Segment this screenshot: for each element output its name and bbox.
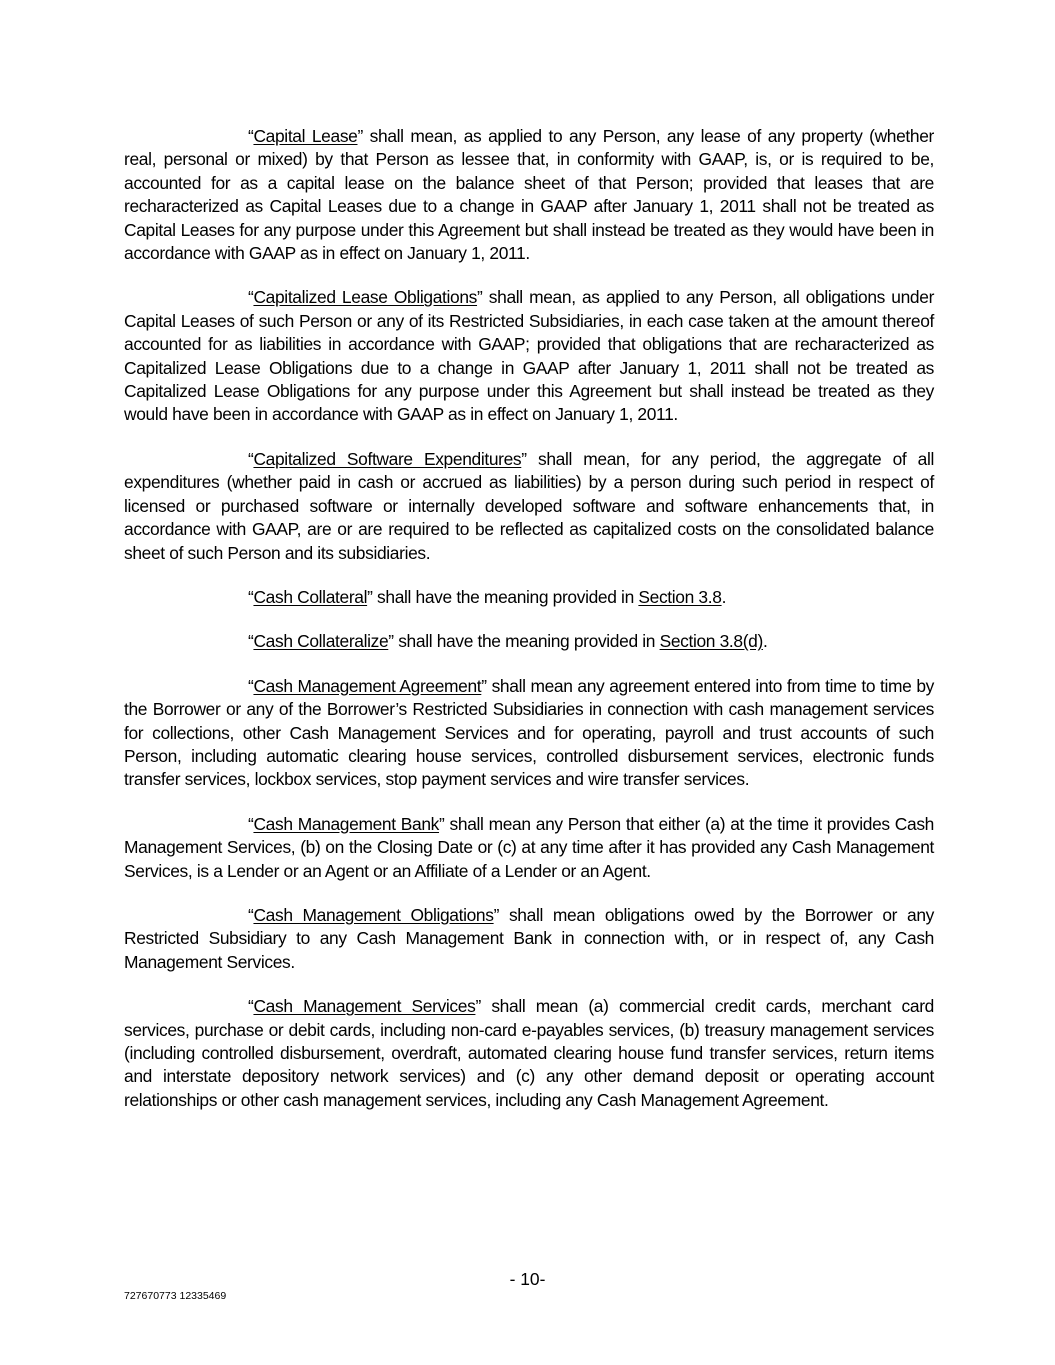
defined-term: Cash Collateralize <box>253 631 389 652</box>
definition-text: shall mean, for any period, the aggregate of all expenditures (whether paid in cash or accrued as liabilities) by a person during such period in respect of licensed or purchased software or internally developed software and software enhancements that, in accordance with GAAP, are or are required to be reflected as capitalized costs on the consolidated balance sheet of such Person and its subsidiaries. <box>124 448 934 563</box>
definition-capital-lease <box>124 125 934 265</box>
defined-term: Cash Collateral <box>253 586 368 607</box>
definition-cash-management-agreement <box>124 675 934 792</box>
defined-term: Cash Management Bank <box>253 813 440 834</box>
definition-text: shall mean obligations owed by the Borrower or any Restricted Subsidiary to any Cash Management Bank in connection with, or in respect of, any Cash Management Services. <box>124 904 934 972</box>
definition-text: shall mean any agreement entered into from time to time by the Borrower or any of the Borrower’s Restricted Subsidiaries in connection with cash management services for collections, other Cash Management Services and for operating, payroll and trust accounts of such Person, including automatic clearing house services, controlled disbursement services, electronic funds transfer services, lockbox services, stop payment services and wire transfer services. <box>124 675 934 790</box>
definition-cash-management-bank <box>124 813 934 883</box>
defined-term: Cash Management Obligations <box>253 904 494 925</box>
open-quote: “ <box>248 904 254 925</box>
open-quote: “ <box>248 631 254 652</box>
definition-cash-management-services <box>124 995 934 1112</box>
open-quote: “ <box>248 287 254 308</box>
open-quote: “ <box>248 448 254 469</box>
defined-term: Cash Management Agreement <box>253 675 482 696</box>
definition-cash-collateralize <box>124 630 934 653</box>
document-id: 727670773 12335469 <box>124 1290 227 1302</box>
definition-text: shall mean, as applied to any Person, any lease of any property (whether real, personal or mixed) by that Person as lessee that, in conformity with GAAP, is, or is required to be, accounted for as a capital lease on the balance sheet of that Person; provided that leases that are recharacterized as Capital Leases due to a change in GAAP after January 1, 2011 shall not be treated as Capital Leases for any purpose under this Agreement but shall instead be treated as they would have been in accordance with GAAP as in effect on January 1, 2011. <box>124 126 934 264</box>
definition-text: shall have the meaning provided in <box>393 631 660 652</box>
definition-text: shall mean (a) commercial credit cards, merchant card services, purchase or debit cards, including non-card e-payables services, (b) treasury management services (including controlled disbursement, overdraft, automated clearing house fund transfer services, return items and interstate depository network services) and (c) any other demand deposit or operating account relationships or other cash management services, including any Cash Management Agreement. <box>124 996 934 1110</box>
definition-capitalized-lease-obligations <box>124 286 934 426</box>
close-quote: ” <box>475 996 481 1017</box>
close-quote: ” <box>388 631 394 652</box>
definition-text: shall mean, as applied to any Person, all obligations under Capital Leases of such Person or any of its Restricted Subsidiaries, in each case taken at the amount thereof accounted for as liabilities in accordance with GAAP; provided that obligations that are recharacterized as Capitalized Lease Obligations due to a change in GAAP after January 1, 2011 shall not be treated as Capitalized Lease Obligations for any purpose under this Agreement but shall instead be treated as they would have been in accordance with GAAP as in effect on January 1, 2011. <box>124 287 935 425</box>
section-reference-link[interactable]: Section 3.8(d) <box>659 631 763 652</box>
definition-tail: . <box>721 586 727 607</box>
defined-term: Cash Management Services <box>253 996 476 1017</box>
open-quote: “ <box>248 675 254 696</box>
close-quote: ” <box>521 448 527 469</box>
defined-term: Capital Lease <box>253 126 358 146</box>
open-quote: “ <box>248 813 254 834</box>
definition-text: shall have the meaning provided in <box>372 586 639 607</box>
definition-tail: . <box>762 631 768 652</box>
close-quote: ” <box>493 904 500 925</box>
defined-term: Capitalized Lease Obligations <box>253 287 478 308</box>
open-quote: “ <box>248 996 254 1017</box>
close-quote: ” <box>367 586 373 607</box>
close-quote: ” <box>477 287 483 308</box>
close-quote: ” <box>439 813 445 834</box>
page-number: - 10- <box>509 1269 546 1289</box>
definition-cash-management-obligations <box>124 904 934 974</box>
document-body <box>124 125 934 1133</box>
section-reference-link[interactable]: Section 3.8 <box>638 586 722 607</box>
close-quote: ” <box>481 675 487 696</box>
definition-text: shall mean any Person that either (a) at the time it provides Cash Management Services, (b) on the Closing Date or (c) at any time after it has provided any Cash Management Services, is a Lender or an Agent or an Affiliate of a Lender or an Agent. <box>124 813 934 881</box>
open-quote: “ <box>248 586 254 607</box>
open-quote: “ <box>248 126 254 146</box>
definition-cash-collateral <box>124 586 934 609</box>
defined-term: Capitalized Software Expenditures <box>253 448 522 469</box>
close-quote: ” <box>357 126 363 146</box>
definition-capitalized-software-expenditures <box>124 448 934 565</box>
